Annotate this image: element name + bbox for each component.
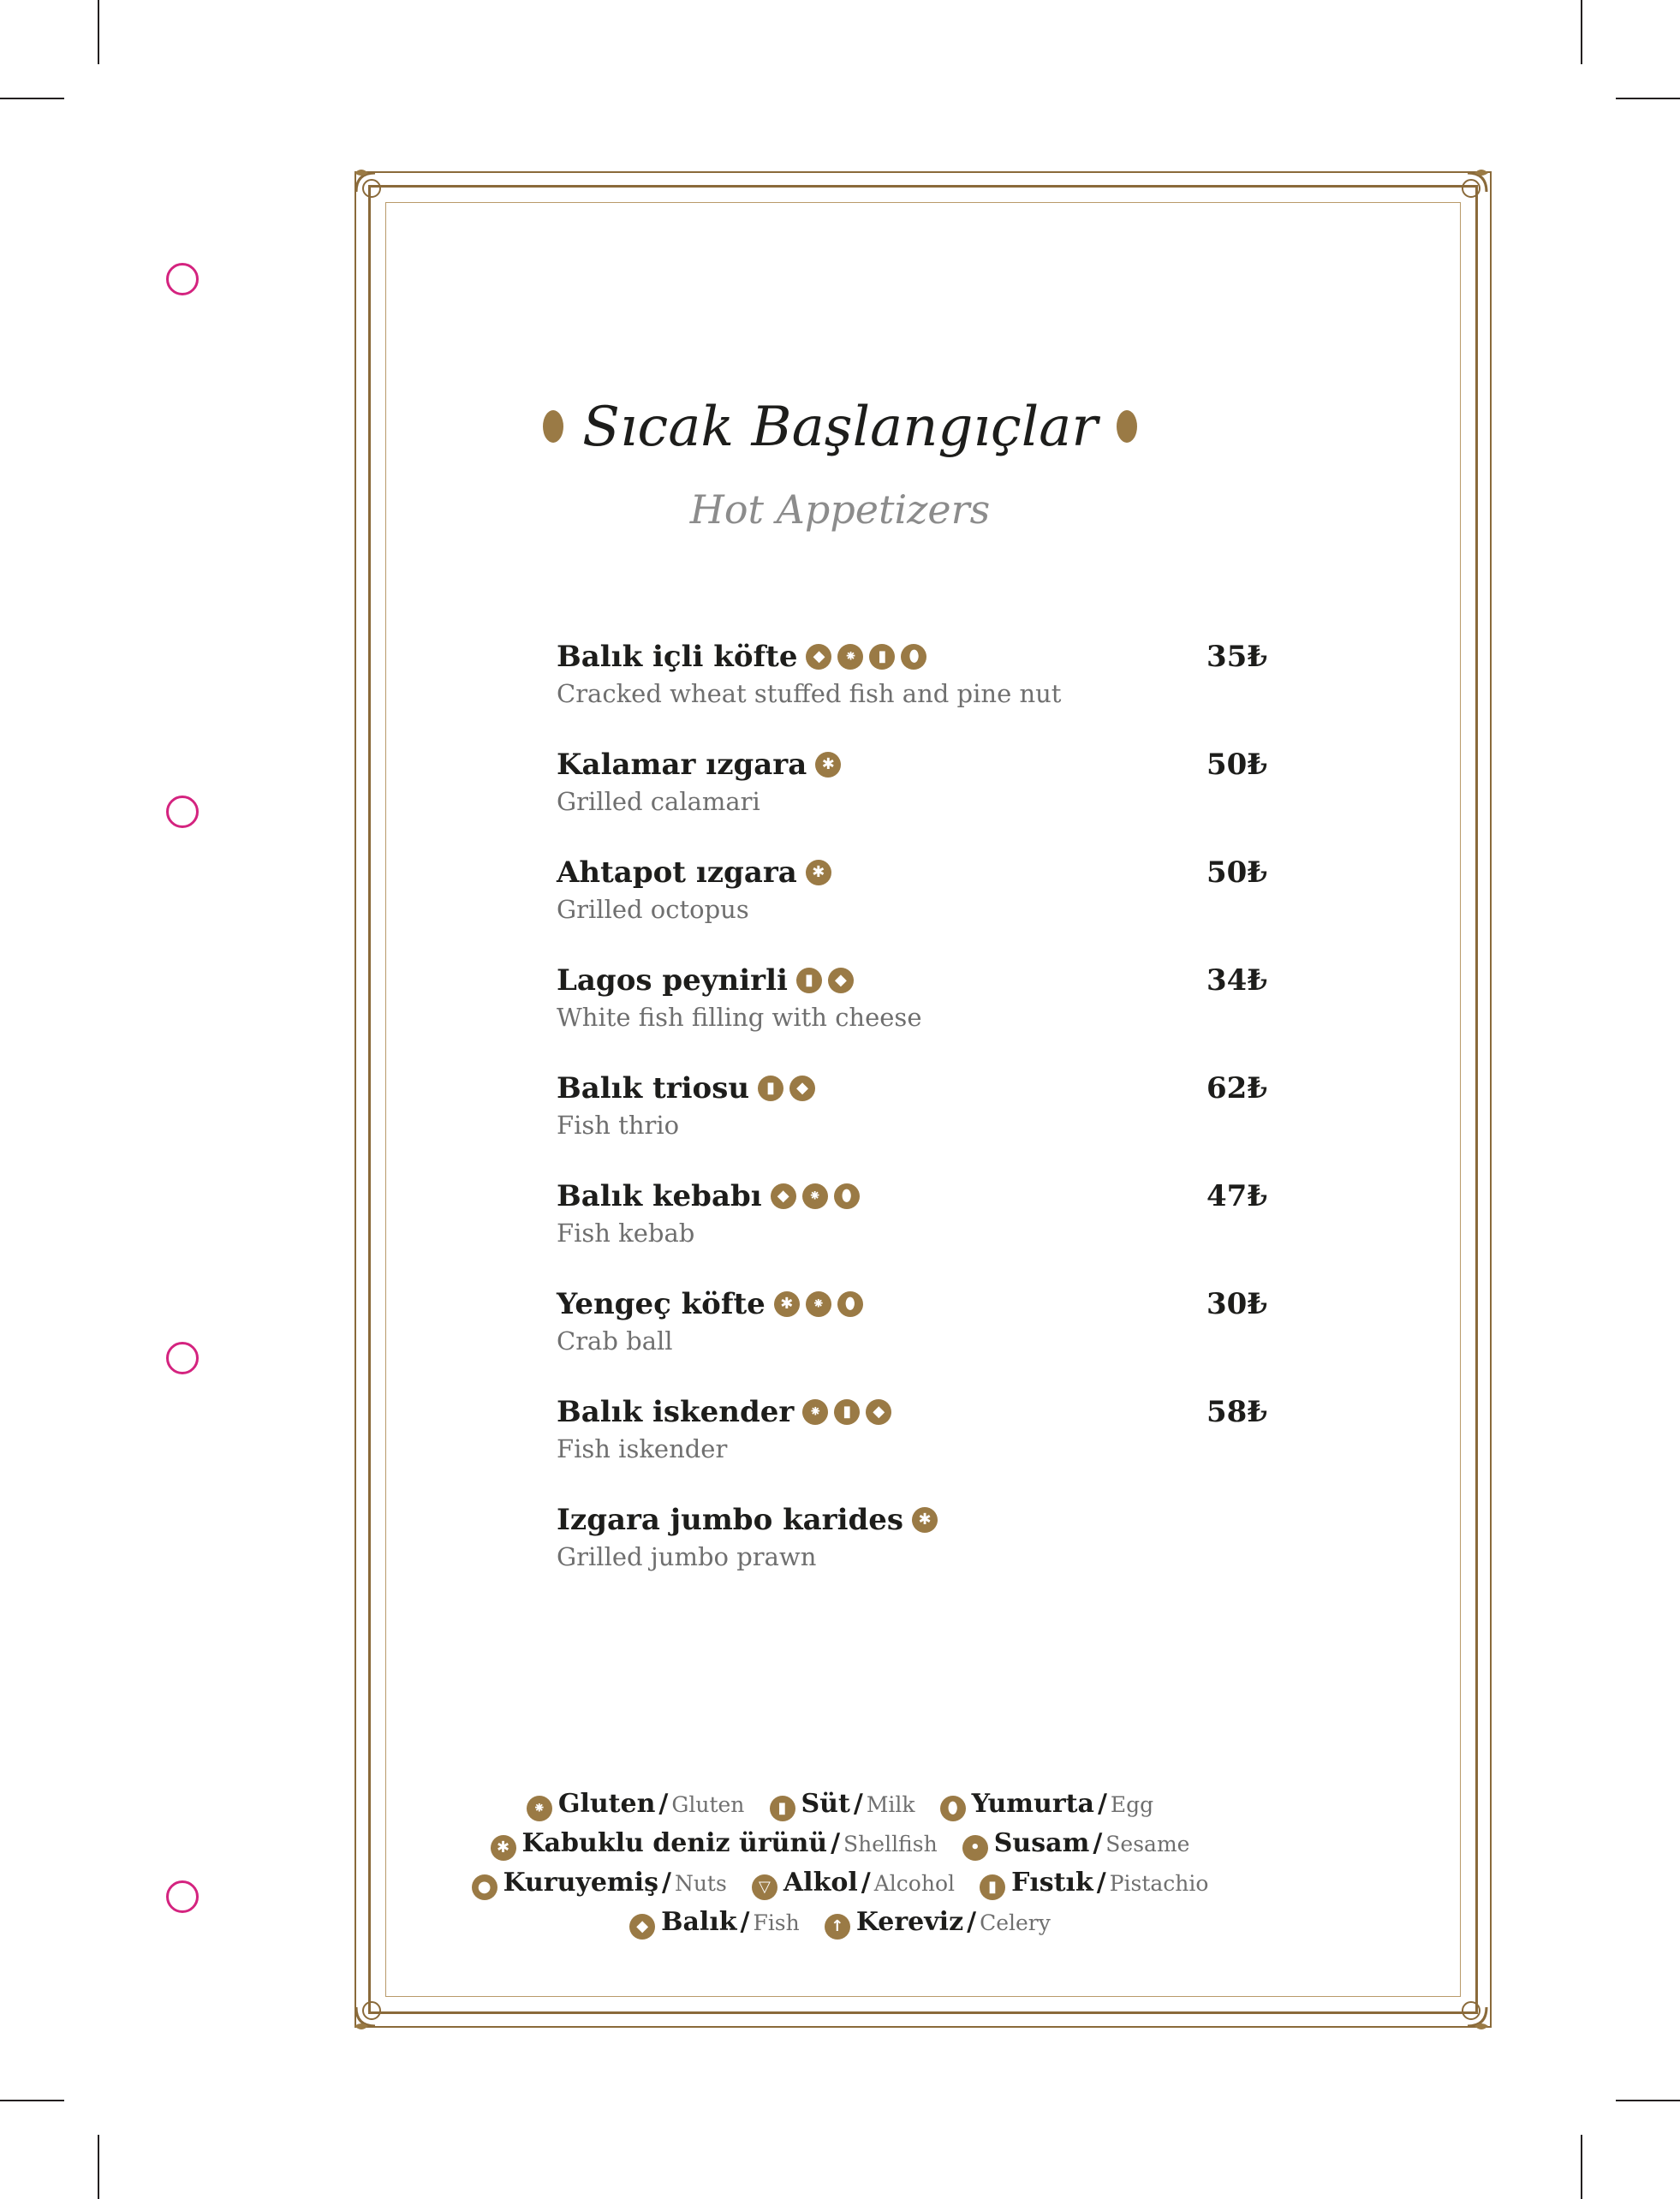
legend-label-en: Celery xyxy=(980,1910,1051,1935)
allergen-icons xyxy=(771,1183,866,1209)
menu-item-description: Fish kebab xyxy=(557,1219,695,1248)
milk-bottle-icon: ▮ xyxy=(770,1796,795,1821)
menu-item-description: Grilled calamari xyxy=(557,787,760,816)
legend-entry xyxy=(752,1863,955,1906)
legend-separator: / xyxy=(1096,1868,1106,1898)
menu-item-description: Cracked wheat stuffed fish and pine nut xyxy=(557,679,1062,708)
allergen-icons xyxy=(774,1291,869,1317)
legend-separator: / xyxy=(1093,1828,1103,1858)
menu-item xyxy=(557,745,1267,853)
allergen-icons xyxy=(758,1076,821,1101)
menu-item-description: Crab ball xyxy=(557,1326,673,1356)
legend-label-en: Alcohol xyxy=(873,1871,955,1896)
crab-icon: ✱ xyxy=(815,752,841,778)
menu-item xyxy=(557,637,1267,745)
menu-item-name: Kalamar ızgara xyxy=(557,748,807,782)
legend-separator: / xyxy=(740,1907,750,1937)
legend-separator: / xyxy=(967,1907,977,1937)
legend-label-tr: Susam xyxy=(993,1828,1090,1858)
menu-item-name: Ahtapot ızgara xyxy=(557,855,797,890)
nut-icon: ● xyxy=(472,1874,497,1900)
wine-glass-icon: ▽ xyxy=(752,1874,777,1900)
binder-hole-mark xyxy=(166,263,199,295)
menu-item-name: Yengeç köfte xyxy=(557,1287,766,1321)
menu-item-name: Balık kebabı xyxy=(557,1179,762,1213)
menu-item-price: 50₺ xyxy=(1206,855,1267,890)
menu-item-description: Fish thrio xyxy=(557,1111,680,1140)
fish-icon: ◆ xyxy=(789,1076,815,1101)
menu-list xyxy=(557,637,1267,1608)
crop-mark xyxy=(1616,98,1680,99)
legend-label-en: Gluten xyxy=(671,1792,745,1817)
allergen-icons xyxy=(802,1399,897,1425)
milk-bottle-icon: ▮ xyxy=(834,1399,860,1425)
corner-flourish-icon xyxy=(349,166,426,243)
fish-icon: ◆ xyxy=(771,1183,796,1209)
legend-entry xyxy=(962,1824,1190,1867)
legend-separator: / xyxy=(831,1828,841,1858)
legend-entry xyxy=(629,1903,800,1946)
egg-icon: ⬮ xyxy=(940,1796,966,1821)
legend-label-en: Milk xyxy=(866,1792,915,1817)
legend-label-en: Pistachio xyxy=(1109,1871,1209,1896)
corner-flourish-icon xyxy=(1416,1956,1493,2033)
legend-separator: / xyxy=(658,1789,669,1819)
crop-mark xyxy=(98,2135,99,2199)
menu-item-price: 35₺ xyxy=(1206,640,1267,674)
menu-item-description: Grilled jumbo prawn xyxy=(557,1542,817,1571)
legend-label-tr: Yumurta xyxy=(971,1789,1094,1819)
menu-item-price: 47₺ xyxy=(1206,1179,1267,1213)
legend-label-en: Sesame xyxy=(1105,1832,1190,1856)
legend-label-en: Shellfish xyxy=(843,1832,938,1856)
menu-item-name: Balık içli köfte xyxy=(557,640,798,674)
corner-flourish-icon xyxy=(349,1956,426,2033)
menu-item-description: White fish filling with cheese xyxy=(557,1003,922,1032)
legend-row xyxy=(0,1903,1680,1942)
egg-icon: ⬮ xyxy=(834,1183,860,1209)
legend-row xyxy=(0,1824,1680,1863)
crop-mark xyxy=(98,0,99,64)
fish-icon: ◆ xyxy=(828,968,854,993)
legend-entry xyxy=(527,1785,745,1827)
page-subtitle: Hot Appetizers xyxy=(689,486,991,533)
celery-icon: ↑ xyxy=(825,1914,850,1940)
pistachio-icon: ▮ xyxy=(980,1874,1005,1900)
menu-item-description: Grilled octopus xyxy=(557,895,749,924)
menu-item-price: 30₺ xyxy=(1206,1287,1267,1321)
legend-label-tr: Gluten xyxy=(557,1789,656,1819)
crop-mark xyxy=(1581,2135,1582,2199)
menu-item xyxy=(557,1284,1267,1392)
allergen-icons xyxy=(806,644,932,670)
binder-hole-mark xyxy=(166,796,199,828)
milk-bottle-icon: ▮ xyxy=(758,1076,783,1101)
menu-item-price: 58₺ xyxy=(1206,1395,1267,1429)
wheat-icon: ⁕ xyxy=(802,1183,828,1209)
sesame-icon: • xyxy=(962,1835,988,1861)
menu-item-name: Lagos peynirli xyxy=(557,963,788,998)
menu-item xyxy=(557,1069,1267,1177)
ornament-icon xyxy=(543,410,563,443)
crop-mark xyxy=(1616,2100,1680,2101)
allergen-legend xyxy=(0,1785,1680,1942)
legend-separator: / xyxy=(853,1789,863,1819)
menu-item-description: Fish iskender xyxy=(557,1434,728,1463)
wheat-icon: ⁕ xyxy=(527,1796,552,1821)
menu-item-price: 34₺ xyxy=(1206,963,1267,998)
milk-bottle-icon: ▮ xyxy=(796,968,822,993)
legend-entry xyxy=(472,1863,727,1906)
menu-item-price: 50₺ xyxy=(1206,748,1267,782)
wheat-icon: ⁕ xyxy=(802,1399,828,1425)
menu-item-name: Balık iskender xyxy=(557,1395,795,1429)
crop-mark xyxy=(0,98,64,99)
wheat-icon: ⁕ xyxy=(806,1291,831,1317)
legend-separator: / xyxy=(1097,1789,1107,1819)
menu-item xyxy=(557,1177,1267,1284)
binder-hole-mark xyxy=(166,1342,199,1374)
legend-label-en: Egg xyxy=(1110,1792,1154,1817)
legend-label-en: Nuts xyxy=(674,1871,727,1896)
crab-icon: ✱ xyxy=(806,860,831,885)
allergen-icons xyxy=(796,968,860,993)
ornament-icon xyxy=(1117,410,1137,443)
legend-label-tr: Kuruyemiş xyxy=(503,1868,658,1898)
page-title xyxy=(0,396,1680,459)
legend-label-tr: Fıstık xyxy=(1011,1868,1093,1898)
crab-icon: ✱ xyxy=(774,1291,800,1317)
legend-label-tr: Balık xyxy=(661,1907,737,1937)
legend-label-tr: Kereviz xyxy=(855,1907,964,1937)
page-title-text: Sıcak Başlangıçlar xyxy=(582,396,1098,459)
legend-label-tr: Alkol xyxy=(783,1868,858,1898)
legend-entry xyxy=(491,1824,938,1867)
menu-item xyxy=(557,1392,1267,1500)
legend-separator: / xyxy=(661,1868,671,1898)
legend-entry xyxy=(980,1863,1208,1906)
allergen-icons xyxy=(912,1507,944,1533)
crab-icon: ✱ xyxy=(491,1835,516,1861)
allergen-icons xyxy=(815,752,847,778)
legend-entry xyxy=(770,1785,915,1827)
menu-item xyxy=(557,853,1267,961)
fish-icon: ◆ xyxy=(866,1399,891,1425)
menu-item-name: Balık triosu xyxy=(557,1071,750,1105)
menu-item-price: 62₺ xyxy=(1206,1071,1267,1105)
crop-mark xyxy=(0,2100,64,2101)
legend-row xyxy=(0,1785,1680,1824)
legend-separator: / xyxy=(861,1868,871,1898)
legend-entry xyxy=(940,1785,1154,1827)
menu-item xyxy=(557,1500,1267,1608)
crab-icon: ✱ xyxy=(912,1507,938,1533)
fish-icon: ◆ xyxy=(806,644,831,670)
egg-icon: ⬮ xyxy=(901,644,926,670)
menu-item xyxy=(557,961,1267,1069)
legend-row xyxy=(0,1863,1680,1903)
legend-label-tr: Süt xyxy=(801,1789,850,1819)
legend-label-tr: Kabuklu deniz ürünü xyxy=(521,1828,828,1858)
wheat-icon: ⁕ xyxy=(837,644,863,670)
legend-label-en: Fish xyxy=(753,1910,800,1935)
crop-mark xyxy=(1581,0,1582,64)
milk-bottle-icon: ▮ xyxy=(869,644,895,670)
menu-item-name: Izgara jumbo karides xyxy=(557,1503,904,1537)
legend-entry xyxy=(825,1903,1051,1946)
egg-icon: ⬮ xyxy=(837,1291,863,1317)
allergen-icons xyxy=(806,860,837,885)
corner-flourish-icon xyxy=(1416,166,1493,243)
fish-icon: ◆ xyxy=(629,1914,655,1940)
